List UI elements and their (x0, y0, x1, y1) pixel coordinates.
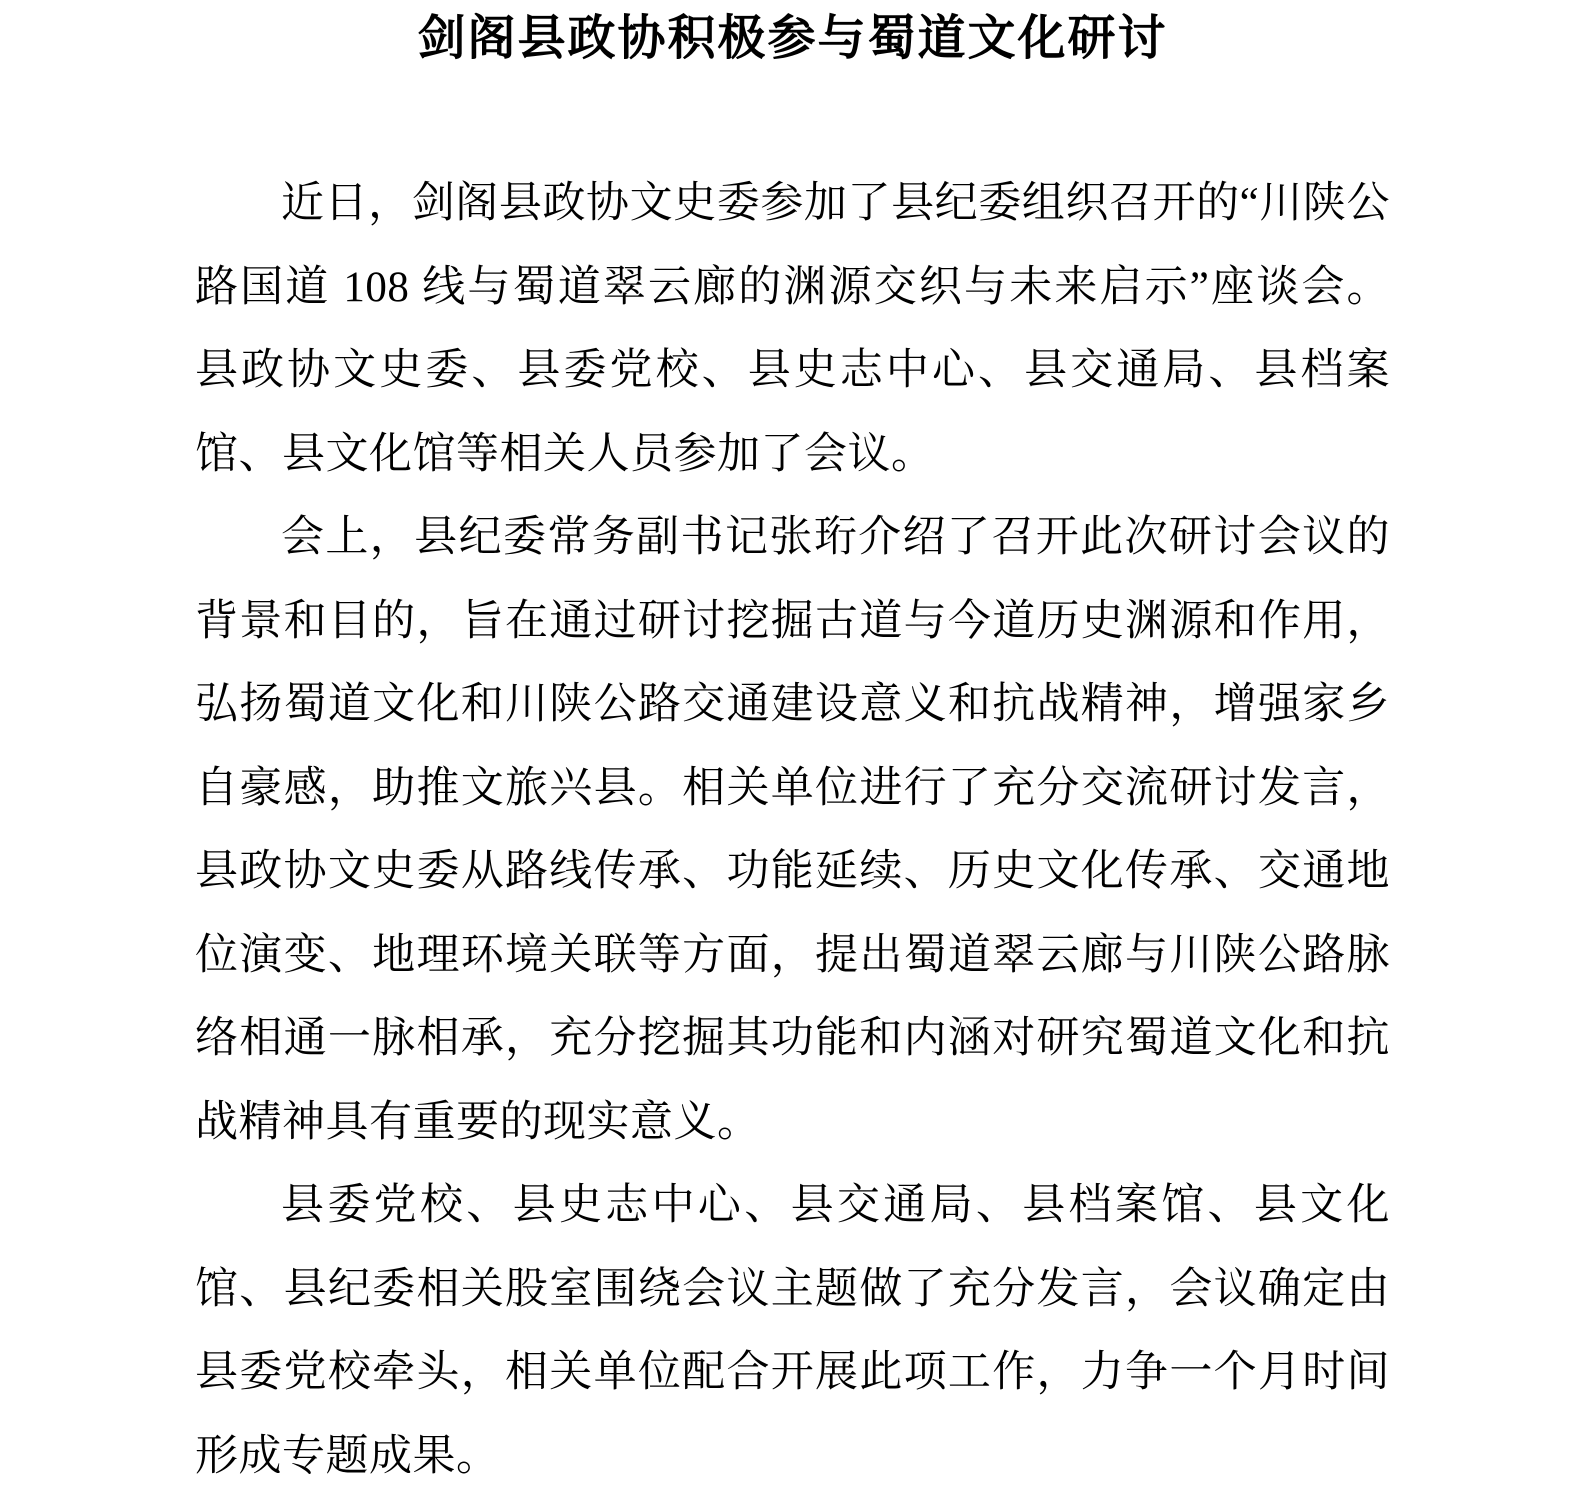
document-body (195, 162, 1390, 1498)
paragraph: 近日，剑阁县政协文史委参加了县纪委组织召开的“川陕公路国道 108 线与蜀道翠云廊的渊源交织与未来启示”座谈会。县政协文史委、县委党校、县史志中心、县交通局、县档案馆、县文化馆等相关人员参加了会议。 (195, 180, 1390, 478)
paragraph: 会上，县纪委常务副书记张珩介绍了召开此次研讨会议的背景和目的，旨在通过研讨挖掘古道与今道历史渊源和作用，弘扬蜀道文化和川陕公路交通建设意义和抗战精神，增强家乡自豪感，助推文旅兴县。相关单位进行了充分交流研讨发言，县政协文史委从路线传承、功能延续、历史文化传承、交通地位演变、地理环境关联等方面，提出蜀道翠云廊与川陕公路脉络相通一脉相承，充分挖掘其功能和内涵对研究蜀道文化和抗战精神具有重要的现实意义。 (195, 514, 1390, 1146)
document-title: 剑阁县政协积极参与蜀道文化研讨 (417, 12, 1168, 65)
paragraph: 县委党校、县史志中心、县交通局、县档案馆、县文化馆、县纪委相关股室围绕会议主题做了充分发言，会议确定由县委党校牵头，相关单位配合开展此项工作，力争一个月时间形成专题成果。 (195, 1182, 1390, 1480)
